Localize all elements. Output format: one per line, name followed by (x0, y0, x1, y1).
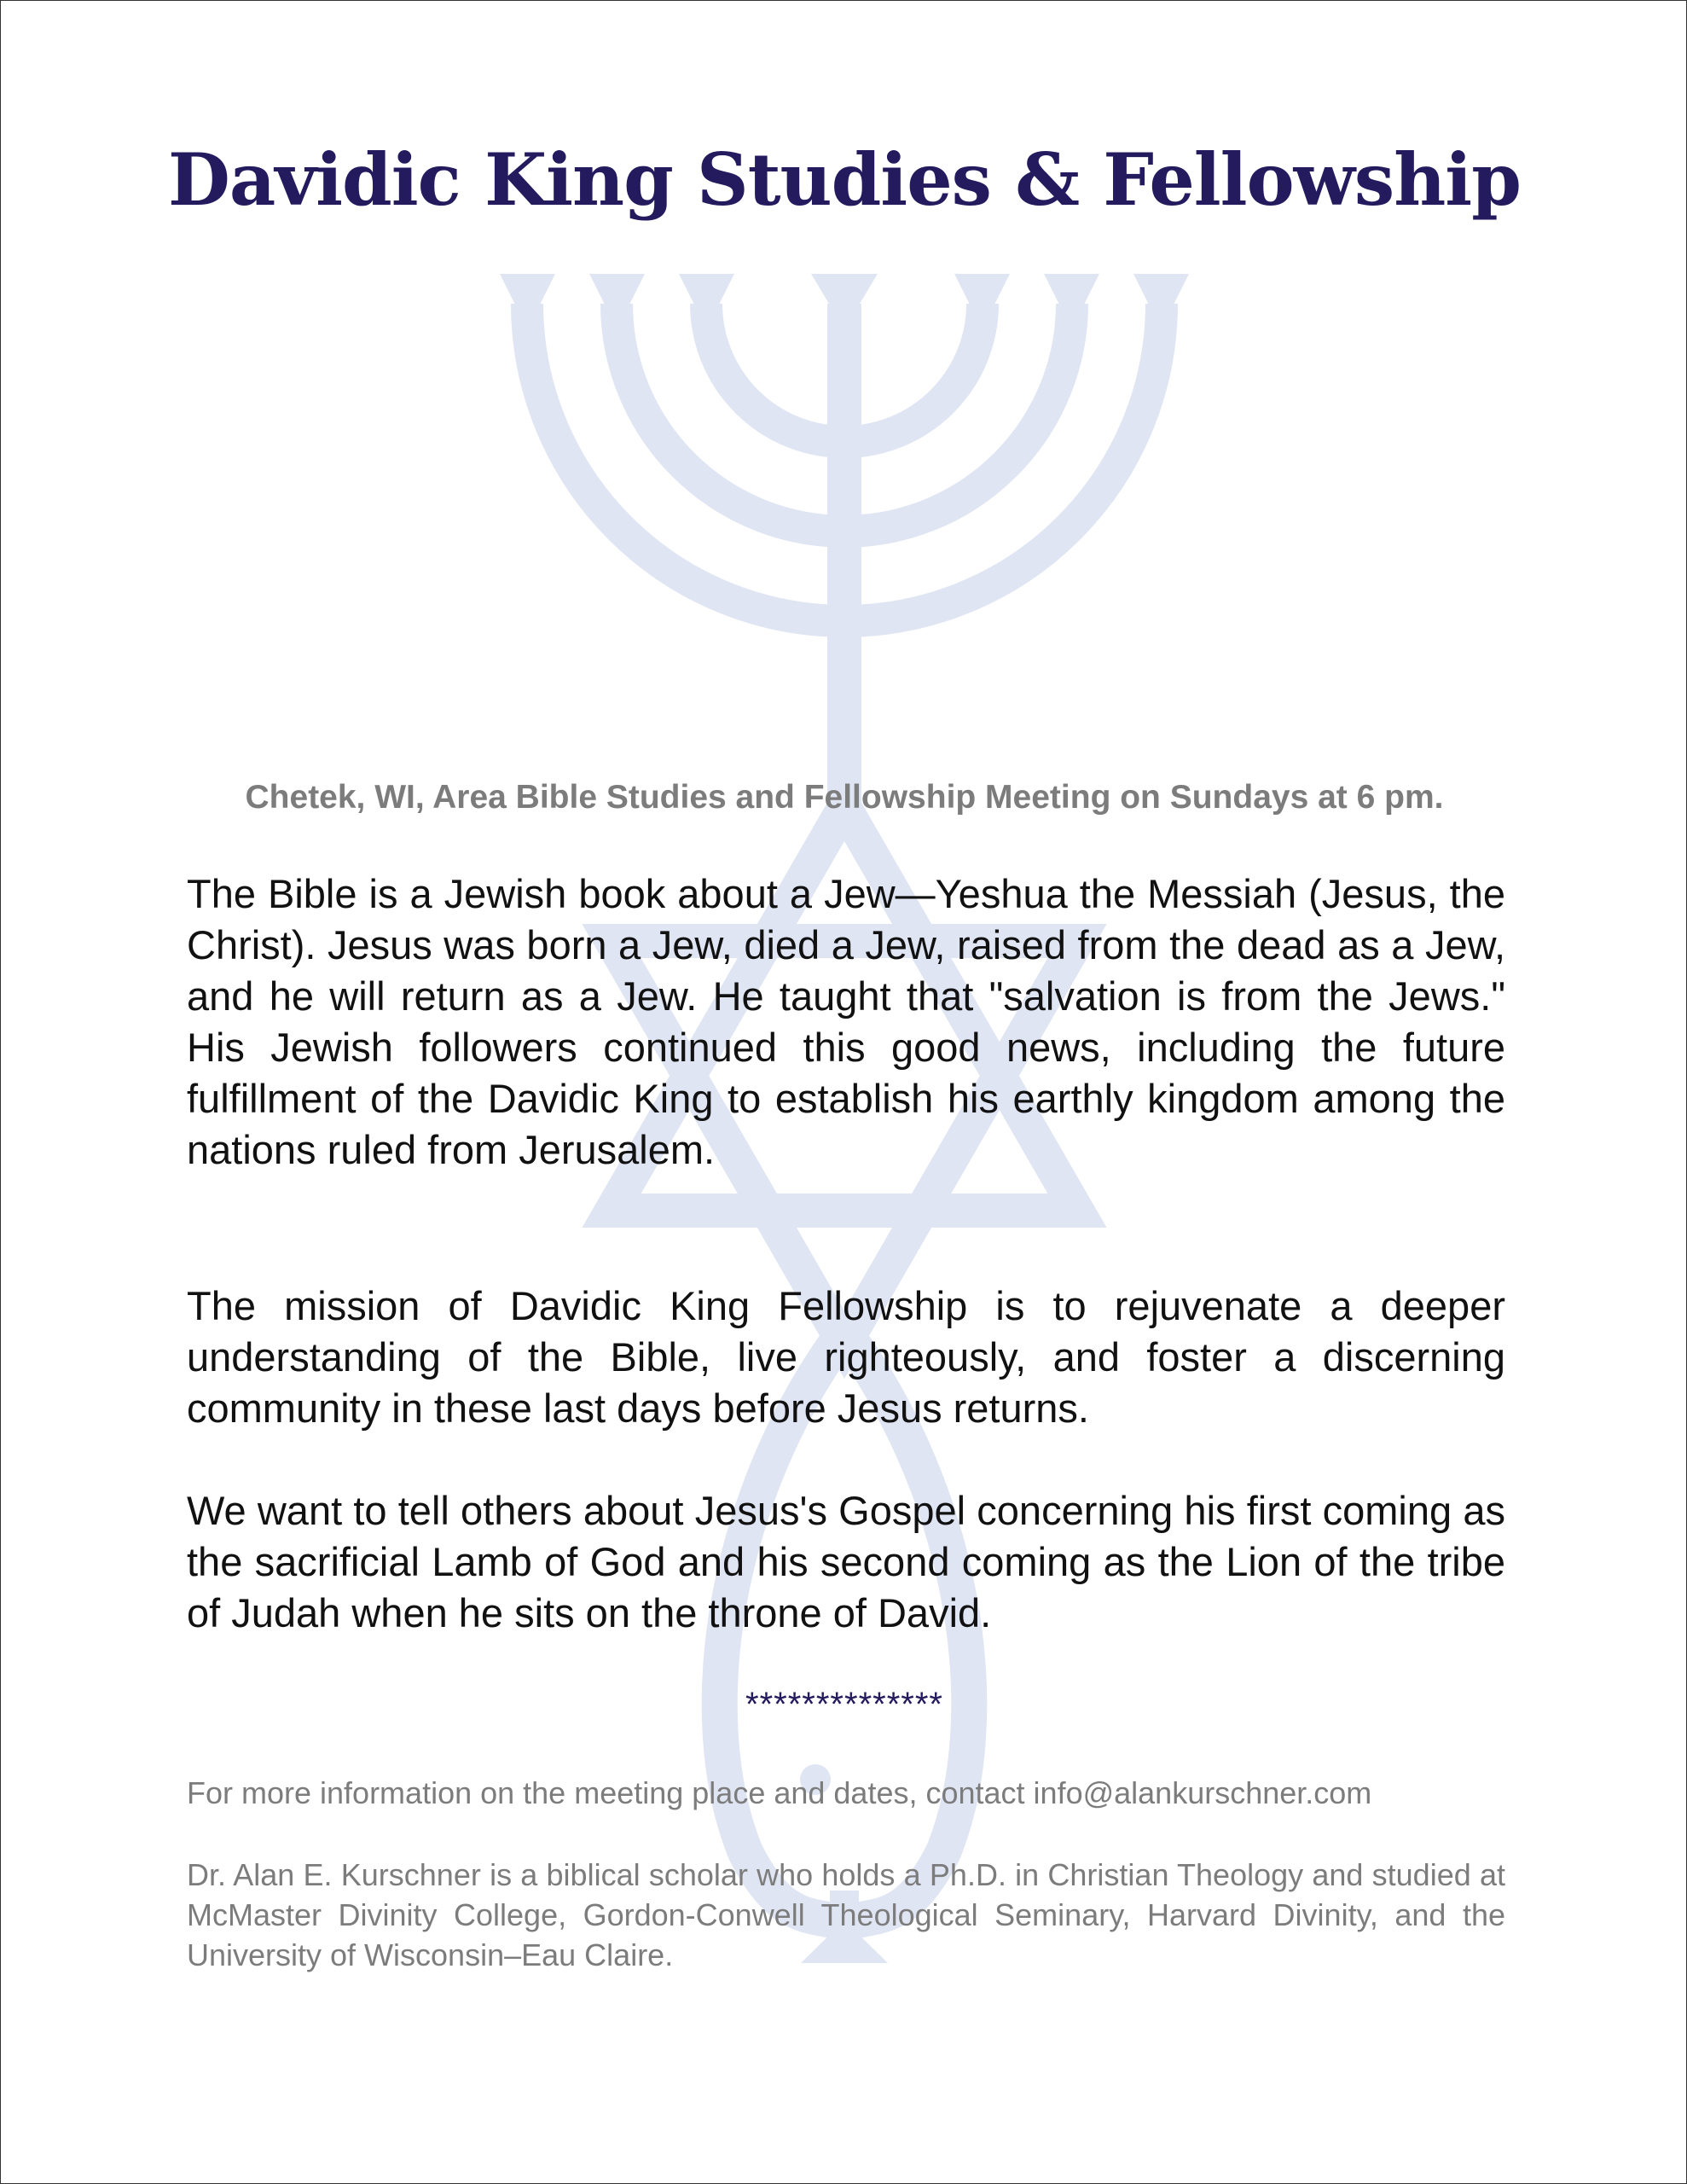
flyer-title: Davidic King Studies & Fellowship (168, 137, 1521, 222)
intro-paragraph: The Bible is a Jewish book about a Jew—Yeshua the Messiah (Jesus, the Christ). Jesus was born a Jew, died a Jew, raised from the dead as a Jew, and he will return as a Jew. He taught that "salvation is from the Jews." His Jewish followers continued this good news, including the future fulfillment of the Davidic King to establish his earthly kingdom among the nations ruled from Jerusalem. (187, 871, 1505, 1172)
meeting-subtitle: Chetek, WI, Area Bible Studies and Fellowship Meeting on Sundays at 6 pm. (245, 779, 1444, 816)
flyer-content (1, 1, 1687, 2184)
separator: ************** (745, 1686, 943, 1723)
contact-info: For more information on the meeting place and dates, contact info@alankurschner.com (187, 1775, 1372, 1810)
gospel-paragraph: We want to tell others about Jesus's Gospel concerning his first coming as the sacrificial Lamb of God and his second coming as the Lion of the tribe of Judah when he sits on the throne of David. (187, 1488, 1505, 1635)
mission-paragraph: The mission of Davidic King Fellowship is to rejuvenate a deeper understanding of the Bible, live righteously, and foster a discerning community in these last days before Jesus returns. (187, 1283, 1505, 1431)
author-bio: Dr. Alan E. Kurschner is a biblical scholar who holds a Ph.D. in Christian Theology and studied at McMaster Divinity College, Gordon-Conwell Theological Seminary, Harvard Divinity, and the University of Wisconsin–Eau Claire. (187, 1857, 1505, 1972)
